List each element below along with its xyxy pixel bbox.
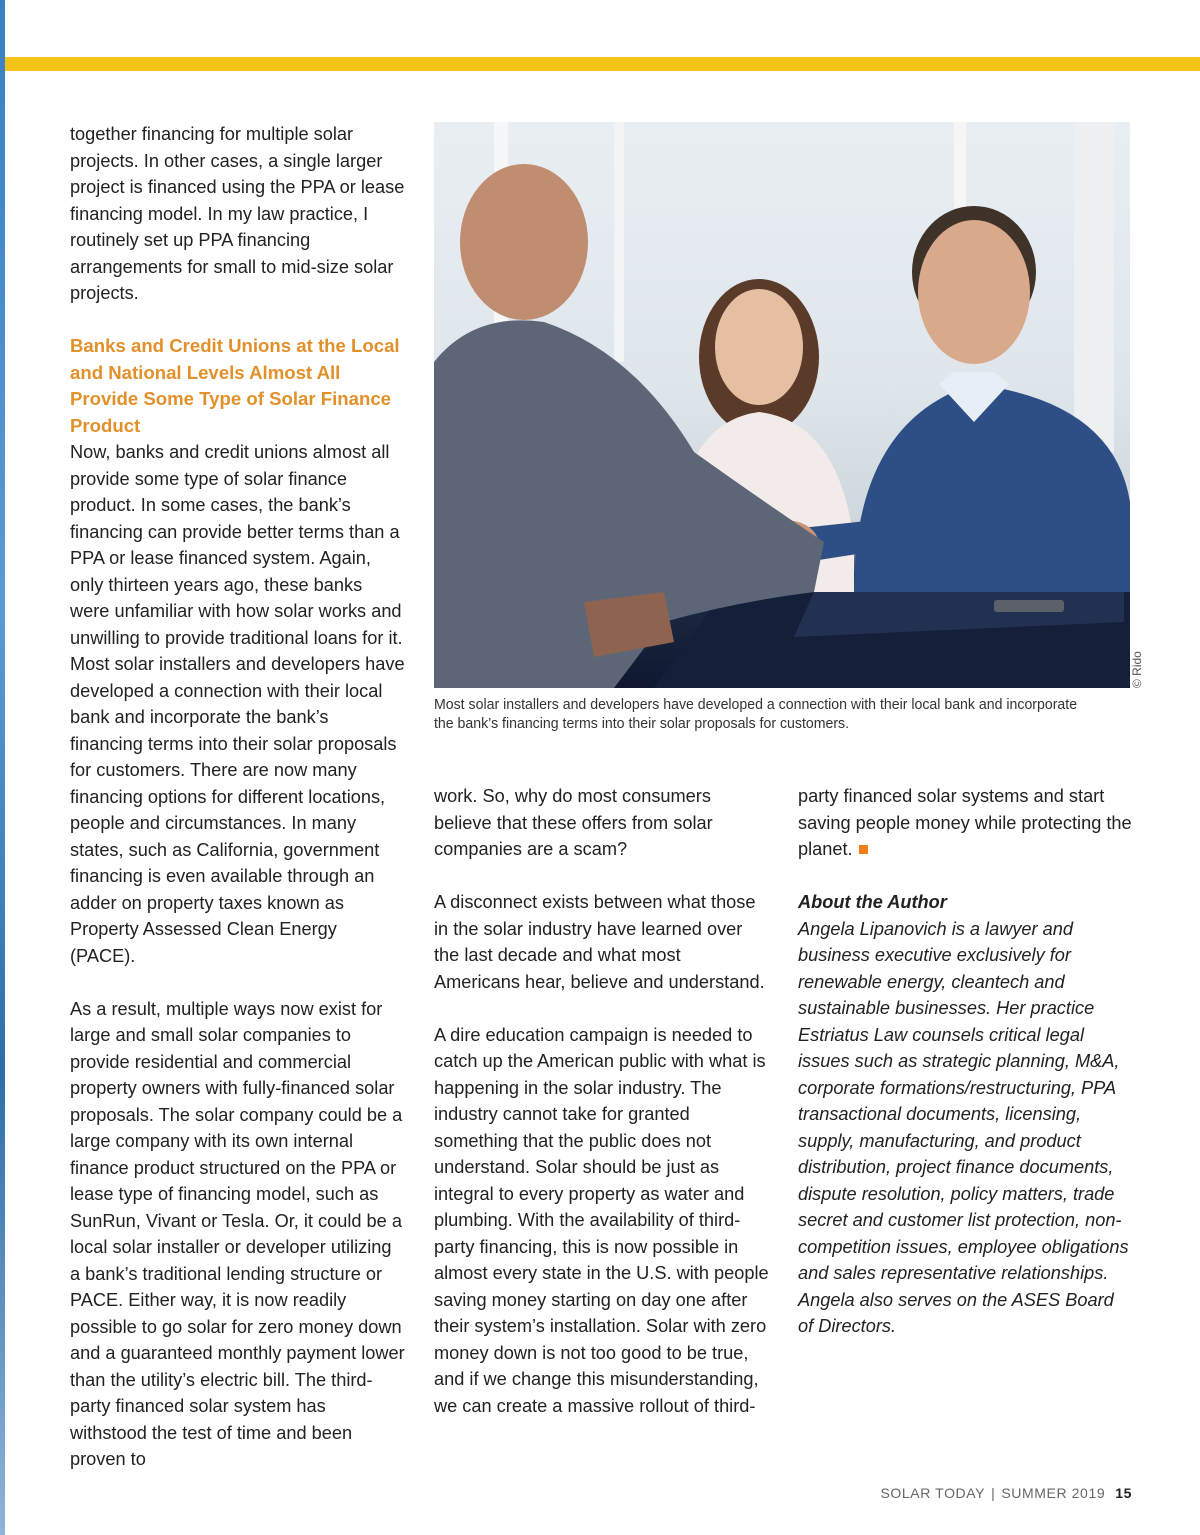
body-paragraph: together financing for multiple solar projects. In other cases, a single larger project is financed using the PPA or lease financing model. In my law practice, I routinely set up PPA financing arrangements for small to mid-size solar projects.: [70, 124, 405, 303]
man-bald-head: [460, 164, 588, 320]
page-footer: [880, 1485, 1132, 1501]
body-paragraph-text: party financed solar systems and start saving people money while protecting the planet.: [798, 786, 1132, 859]
page-number: 15: [1115, 1485, 1132, 1501]
photo-caption: Most solar installers and developers have developed a connection with their local bank and incorporate the bank’s financing terms into their solar proposals for customers.: [434, 696, 1078, 732]
article-column-1: [70, 121, 405, 1473]
body-paragraph: work. So, why do most consumers believe that these offers from solar companies are a scam?: [434, 786, 713, 859]
page-edge-strip: [0, 0, 5, 1535]
handshake-meeting-illustration: [434, 122, 1130, 688]
publication-name: SOLAR TODAY: [880, 1485, 986, 1501]
end-of-article-mark: [859, 845, 868, 854]
man-hand: [584, 592, 674, 657]
author-bio: Angela Lipanovich is a lawyer and business executive exclusively for renewable energy, cleantech and sustainable businesses. Her practice Estriatus Law counsels critical legal issues such as strategic planning, M&A, corporate formations/restructuring, PPA transactional documents, licensing, supply, manufacturing, and product distribution, project finance documents, dispute resolution, policy matters, trade secret and customer list protection, non-competition issues, employee obligations and sales representative relationships. Angela also serves on the ASES Board of Directors.: [798, 918, 1129, 1336]
issue-date: SUMMER 2019: [1001, 1485, 1106, 1501]
window-frame: [1074, 122, 1114, 452]
photo-credit: [1130, 651, 1190, 688]
phone-on-table: [994, 600, 1064, 612]
section-subheading: Banks and Credit Unions at the Local and National Levels Almost All Provide Some Type of Solar Finance Product: [70, 335, 400, 436]
body-paragraph: Now, banks and credit unions almost all provide some type of solar finance product. In some cases, the bank’s financing can provide better terms than a PPA or lease financed system. Again, only thirteen years ago, these banks were unfamiliar with how solar works and unwilling to provide traditional loans for it. Most solar installers and developers have developed a connection with their local bank and incorporate the bank’s financing terms into their solar proposals for customers. There are now many financing options for different locations, people and circumstances. In many states, such as California, government financing is even available through an adder on property taxes known as Property Assessed Clean Energy (PACE).: [70, 442, 405, 966]
man-face: [918, 220, 1030, 364]
body-paragraph: A disconnect exists between what those in the solar industry have learned over the last decade and what most Americans hear, believe and understand.: [434, 892, 765, 992]
footer-separator: |: [991, 1485, 996, 1501]
body-paragraph: A dire education campaign is needed to catch up the American public with what is happening in the solar industry. The industry cannot take for granted something that the public does not understand. Solar should be just as integral to every property as water and plumbing. With the availability of third-party financing, this is now possible in almost every state in the U.S. with people saving money starting on day one after their system’s installation. Solar with zero money down is not too good to be true, and if we change this misunderstanding, we can create a massive rollout of third-: [434, 1024, 769, 1416]
header-accent-band: [5, 57, 1200, 71]
article-column-3: [798, 783, 1133, 1340]
photo-credit-text: © Rido: [1130, 651, 1144, 688]
article-photo: [434, 122, 1130, 688]
window-frame: [614, 122, 624, 362]
woman-face: [715, 289, 803, 405]
closing-paragraph: [798, 783, 1133, 863]
article-column-2: [434, 783, 769, 1419]
author-heading: About the Author: [798, 892, 947, 912]
body-paragraph: As a result, multiple ways now exist for large and small solar companies to provide residential and commercial property owners with fully-financed solar proposals. The solar company could be a large company with its own internal finance product structured on the PPA or lease type of financing model, such as SunRun, Vivant or Tesla. Or, it could be a local solar installer or developer utilizing a bank’s traditional lending structure or PACE. Either way, it is now readily possible to go solar for zero money down and a guaranteed monthly payment lower than the utility’s electric bill. The third-party financed solar system has withstood the test of time and been proven to: [70, 998, 405, 1469]
